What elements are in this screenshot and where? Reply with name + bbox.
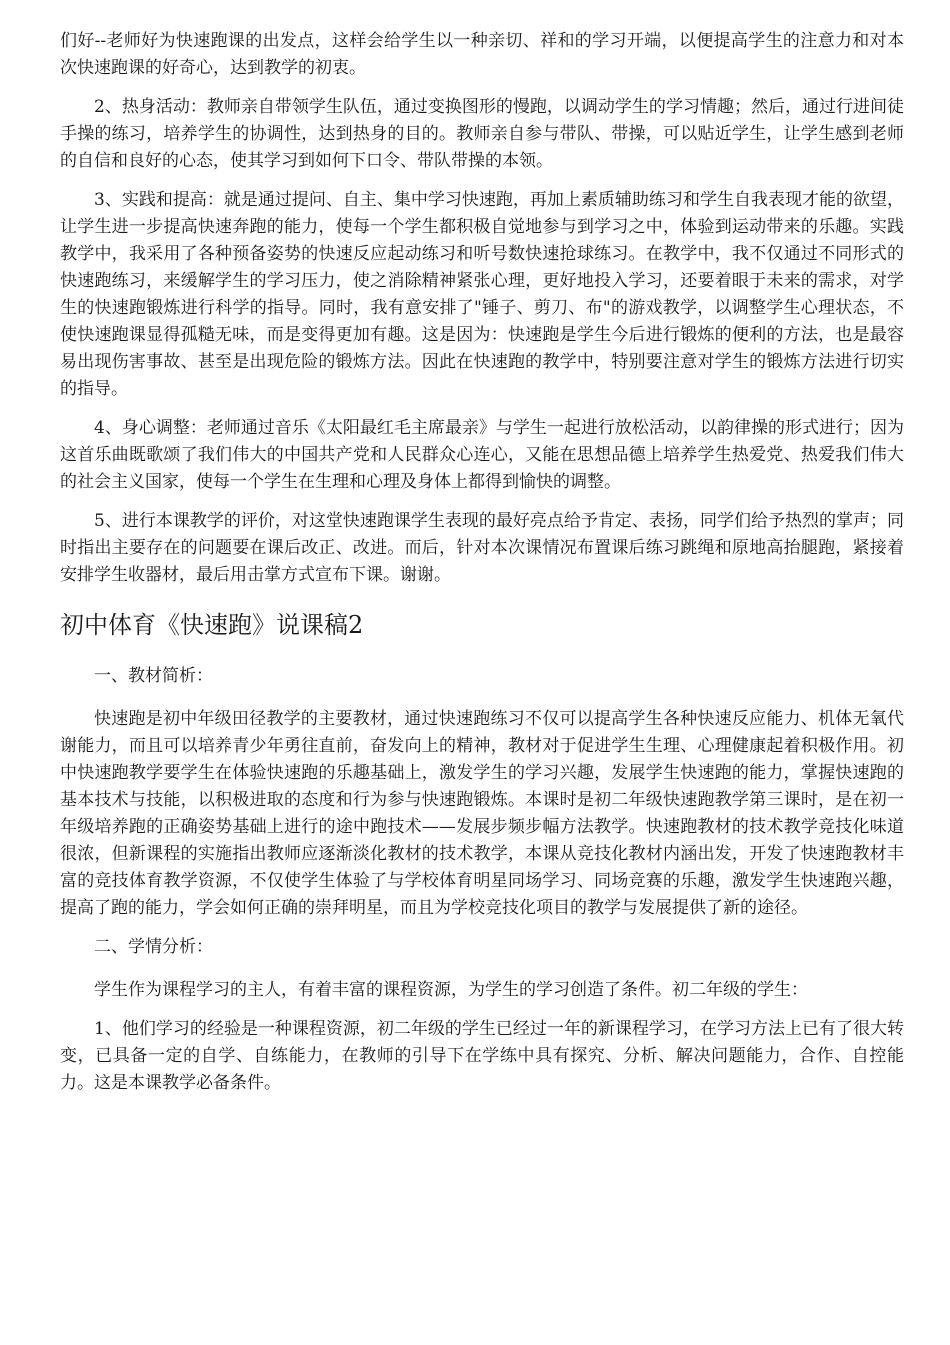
paragraph-intro-continued: 们好--老师好为快速跑课的出发点，这样会给学生以一种亲切、祥和的学习开端，以便提高学生的注意力和对本次快速跑课的好奇心，达到教学的初衷。 [60, 31, 904, 78]
section-title: 初中体育《快速跑》说课稿2 [60, 611, 364, 639]
paragraph-evaluation: 5、进行本课教学的评价，对这堂快速跑课学生表现的最好亮点给予肯定、表扬，同学们给予热烈的掌声；同时指出主要存在的问题要在课后改正、改进。而后，针对本次课情况布置课后练习跳绳和原地高抬腿跑，紧接着安排学生收器材，最后用击掌方式宣布下课。谢谢。 [60, 511, 904, 585]
document-page [60, 28, 904, 1109]
subsection-heading-materials: 一、教材简析： [94, 666, 213, 686]
paragraph-students: 学生作为课程学习的主人，有着丰富的课程资源，为学生的学习创造了条件。初二年级的学生： [94, 980, 808, 1000]
paragraph-warmup: 2、热身活动：教师亲自带领学生队伍，通过变换图形的慢跑，以调动学生的学习情趣；然后，通过行进间徒手操的练习，培养学生的协调性，达到热身的目的。教师亲自参与带队、带操，可以贴近学生，让学生感到老师的自信和良好的心态，使其学习到如何下口令、带队带操的本领。 [60, 97, 904, 171]
paragraph-practice: 3、实践和提高：就是通过提问、自主、集中学习快速跑，再加上素质辅助练习和学生自我表现才能的欲望，让学生进一步提高快速奔跑的能力，使每一个学生都积极自觉地参与到学习之中，体验到运动带来的乐趣。实践教学中，我采用了各种预备姿势的快速反应起动练习和听号数快速抢球练习。在教学中，我不仅通过不同形式的快速跑练习，来缓解学生的学习压力，使之消除精神紧张心理，更好地投入学习，还要着眼于未来的需求，对学生的快速跑锻炼进行科学的指导。同时，我有意安排了"锤子、剪刀、布"的游戏教学，以调整学生心理状态，不使快速跑课显得孤糙无味，而是变得更加有趣。这是因为：快速跑是学生今后进行锻炼的便利的方法，也是最容易出现伤害事故、甚至是出现危险的锻炼方法。因此在快速跑的教学中，特别要注意对学生的锻炼方法进行切实的指导。 [60, 190, 904, 399]
paragraph-materials: 快速跑是初中年级田径教学的主要教材，通过快速跑练习不仅可以提高学生各种快速反应能力、机体无氧代谢能力，而且可以培养青少年勇往直前，奋发向上的精神，教材对于促进学生生理、心理健康起着积极作用。初中快速跑教学要学生在体验快速跑的乐趣基础上，激发学生的学习兴趣，发展学生快速跑的能力，掌握快速跑的基本技术与技能，以积极进取的态度和行为参与快速跑锻炼。本课时是初二年级快速跑教学第三课时，是在初一年级培养跑的正确姿势基础上进行的途中跑技术——发展步频步幅方法教学。快速跑教材的技术教学竞技化味道很浓，但新课程的实施指出教师应逐渐淡化教材的技术教学，本课从竞技化教材内涵出发，开发了快速跑教材丰富的竞技体育教学资源，不仅使学生体验了与学校体育明星同场学习、同场竞赛的乐趣，激发学生快速跑兴趣，提高了跑的能力，学会如何正确的崇拜明星，而且为学校竞技化项目的教学与发展提供了新的途径。 [60, 709, 904, 918]
paragraph-cooldown: 4、身心调整：老师通过音乐《太阳最红毛主席最亲》与学生一起进行放松活动，以韵律操的形式进行；因为这首乐曲既歌颂了我们伟大的中国共产党和人民群众心连心，又能在思想品德上培养学生热爱党、热爱我们伟大的社会主义国家，使每一个学生在生理和心理及身体上都得到愉快的调整。 [60, 418, 904, 492]
paragraph-students-point-1: 1、他们学习的经验是一种课程资源，初二年级的学生已经过一年的新课程学习，在学习方法上已有了很大转变，已具备一定的自学、自练能力，在教师的引导下在学练中具有探究、分析、解决问题能力，合作、自控能力。这是本课教学必备条件。 [60, 1019, 904, 1093]
subsection-heading-students: 二、学情分析： [94, 937, 213, 957]
